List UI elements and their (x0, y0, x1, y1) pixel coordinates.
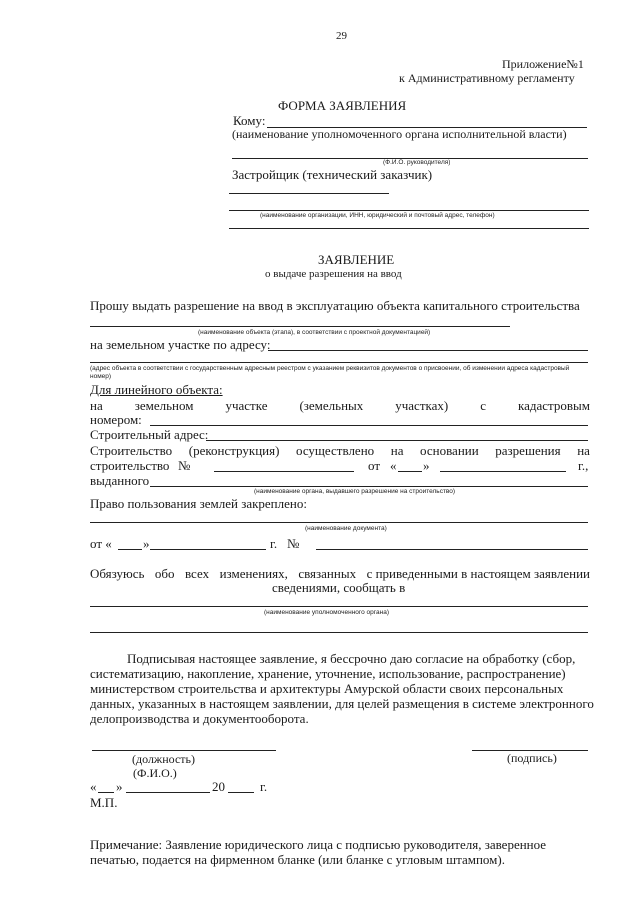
word: с (480, 398, 486, 413)
request-text: Прошу выдать разрешение на ввод в эксплуатацию объекта капитального строительства (90, 298, 580, 313)
doc-day-line (118, 549, 142, 550)
address-line-2 (90, 362, 588, 363)
note-line-2: печатью, подается на фирменном бланке (или бланке с угловым штампом). (90, 852, 505, 867)
permit-day-line (398, 471, 422, 472)
doc-year: г. (270, 536, 278, 551)
document-line (90, 522, 588, 523)
word: на (577, 443, 590, 458)
authorized-caption: (наименование уполномоченного органа) (264, 609, 389, 616)
linear-object-label: Для линейного объекта: (90, 382, 223, 397)
org-line-1 (229, 210, 589, 211)
construction-address-label: Строительный адрес: (90, 427, 209, 442)
permit-number-line (214, 471, 354, 472)
date-year-prefix: 20 (212, 779, 225, 794)
obligation-line-2: сведениями, сообщать в (272, 580, 406, 595)
form-title: ФОРМА ЗАЯВЛЕНИЯ (278, 98, 407, 113)
date-year-suffix: г. (260, 779, 268, 794)
word: разрешения (495, 443, 561, 458)
permit-label: строительство (90, 458, 170, 473)
fio-caption: (Ф.И.О.) (133, 766, 177, 780)
word: основании (420, 443, 479, 458)
appendix-subtitle: к Административному регламенту (399, 71, 575, 85)
permit-no-sign: № (178, 458, 191, 473)
note-line-1: Примечание: Заявление юридического лица с подписью руководителя, заверенное (90, 837, 547, 852)
date-year-line (228, 792, 254, 793)
word: (реконструкция) (188, 443, 280, 458)
appendix-title: Приложение№1 (502, 57, 584, 71)
date-quote-open: « (90, 779, 97, 794)
word: связанных (298, 566, 357, 581)
word: обо (154, 566, 175, 581)
issued-label: выданного (90, 473, 150, 488)
doc-number-line (316, 549, 588, 550)
word: участках) (395, 398, 449, 413)
authorized-line (90, 606, 588, 607)
object-line (90, 326, 510, 327)
word: земельном (134, 398, 194, 413)
consent-line-5: делопроизводства и документооборота. (90, 711, 309, 726)
org-caption: (наименование организации, ИНН, юридический и почтовый адрес, телефон) (260, 212, 495, 219)
issuer-caption: (наименование органа, выдавшего разрешение на строительство) (254, 488, 456, 495)
word: (земельных (299, 398, 364, 413)
word: с приведенными в настоящем заявлении (366, 566, 590, 581)
permit-quote-open: « (390, 458, 397, 473)
consent-line-1: Подписывая настоящее заявление, я бессрочно даю согласие на обработку (сбор, (127, 651, 576, 666)
to-label: Кому: (233, 113, 266, 128)
word: изменениях, (219, 566, 288, 581)
numbers-label: номером: (90, 412, 142, 427)
developer-line (229, 193, 389, 194)
doc-from-label: от « (90, 536, 112, 551)
position-line (92, 750, 276, 751)
consent-line-2: систематизацию, накопление, хранение, уточнение, использование, распространение) (90, 666, 566, 681)
word: Обязуюсь (90, 566, 145, 581)
page-number: 29 (336, 30, 347, 42)
word: осуществлено (296, 443, 375, 458)
stamp-label: М.П. (90, 795, 118, 810)
developer-label: Застройщик (технический заказчик) (232, 167, 433, 182)
permit-from-label: от (368, 458, 381, 473)
doc-no-sign: № (287, 536, 300, 551)
construction-address-line (206, 440, 588, 441)
date-month-line (126, 792, 210, 793)
word: всех (185, 566, 210, 581)
doc-quote-close: » (143, 536, 150, 551)
statement-subtitle: о выдаче разрешения на ввод (265, 268, 402, 280)
permit-month-line (440, 471, 566, 472)
doc-month-line (150, 549, 266, 550)
issuer-line (150, 486, 588, 487)
permit-year-suffix: г., (578, 458, 589, 473)
statement-title: ЗАЯВЛЕНИЕ (318, 252, 395, 267)
word: на (90, 398, 103, 413)
cadastral-line (90, 399, 590, 412)
position-caption: (должность) (132, 752, 195, 766)
word: участке (225, 398, 268, 413)
word: Строительство (90, 443, 173, 458)
org-line-2 (229, 228, 589, 229)
construction-line (90, 444, 590, 457)
document-caption: (наименование документа) (305, 525, 387, 532)
authorized-line-2 (90, 632, 588, 633)
permit-quote-close: » (423, 458, 430, 473)
land-right-label: Право пользования землей закреплено: (90, 496, 307, 511)
address-caption: (адрес объекта в соответствии с государственным адресным реестром с указанием реквизитов документов о присвоении, об изменении адреса кадастровый номер) (90, 365, 570, 380)
word: на (390, 443, 404, 458)
obligation-line (90, 567, 590, 580)
land-address-label: на земельном участке по адресу: (90, 337, 271, 352)
consent-line-4: данных, указанных в настоящем заявлении, для целей размещения в системе электронного (90, 696, 594, 711)
authority-name: (наименование уполномоченного органа исполнительной власти) (232, 127, 567, 141)
date-quote-close: » (116, 779, 123, 794)
consent-line-3: министерством строительства и архитектуры Амурской области своих персональных (90, 681, 564, 696)
head-caption: (Ф.И.О. руководителя) (383, 159, 451, 166)
numbers-line (150, 425, 588, 426)
signature-caption: (подпись) (507, 751, 557, 765)
word: кадастровым (517, 398, 590, 413)
date-day-line (98, 792, 114, 793)
land-address-line (268, 350, 588, 351)
object-caption: (наименование объекта (этапа), в соответствии с проектной документацией) (198, 329, 431, 336)
